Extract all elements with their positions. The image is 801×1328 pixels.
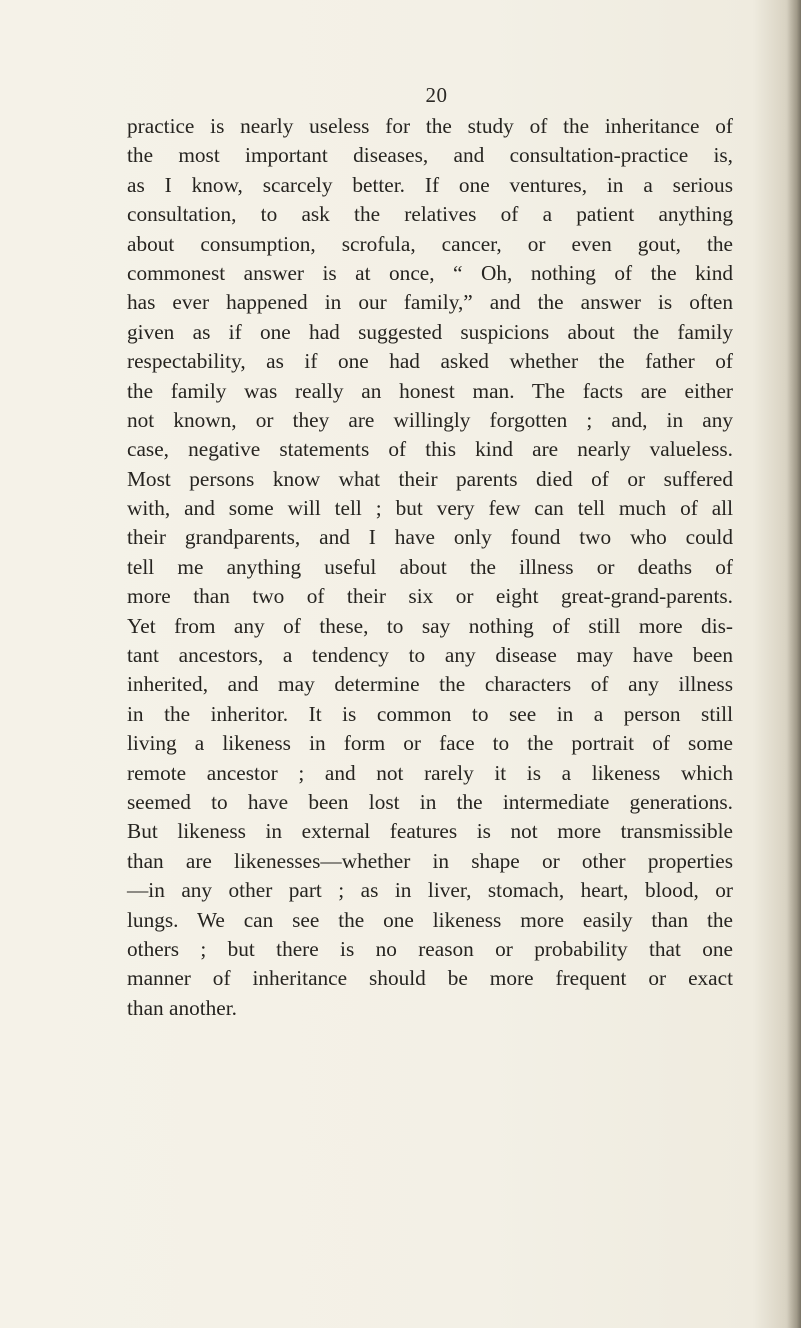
text-line: than are likenesses—whether in shape or other properties — [127, 848, 733, 873]
text-line: —in any other part ; as in liver, stomach, heart, blood, or — [127, 878, 733, 903]
text-line: practice is nearly useless for the study of the inheritance of — [127, 114, 733, 138]
text-line: case, negative statements of this kind are nearly valueless. — [127, 437, 733, 462]
text-line: lungs. We can see the one likeness more easily than the — [127, 907, 733, 932]
page-edge-shadow — [787, 0, 801, 1328]
text-line: others ; but there is no reason or probability that one — [127, 936, 733, 961]
text-line: the family was really an honest man. The facts are either — [127, 378, 733, 403]
text-line: remote ancestor ; and not rarely it is a likeness which — [127, 760, 733, 785]
text-line: tant ancestors, a tendency to any disease may have been — [127, 643, 733, 668]
text-line: not known, or they are willingly forgotten ; and, in any — [127, 407, 733, 432]
text-line: inherited, and may determine the characters of any illness — [127, 672, 733, 697]
text-line: than another. — [127, 995, 237, 1020]
text-line: as I know, scarcely better. If one ventures, in a serious — [127, 172, 733, 197]
text-line: in the inheritor. It is common to see in a person still — [127, 701, 733, 726]
body-paragraph — [127, 112, 733, 1023]
text-line: consultation, to ask the relatives of a patient anything — [127, 202, 733, 227]
text-line: manner of inheritance should be more frequent or exact — [127, 966, 733, 991]
text-line: has ever happened in our family,” and the answer is often — [127, 290, 733, 315]
text-line: tell me anything useful about the illness or deaths of — [127, 554, 733, 579]
text-line: the most important diseases, and consultation-practice is, — [127, 143, 733, 168]
text-line: Most persons know what their parents died of or suffered — [127, 466, 733, 491]
text-line: about consumption, scrofula, cancer, or even gout, the — [127, 231, 733, 256]
text-line: given as if one had suggested suspicions about the family — [127, 319, 733, 344]
page-number: 20 — [425, 83, 448, 107]
text-line: their grandparents, and I have only found two who could — [127, 525, 733, 550]
text-line: living a likeness in form or face to the portrait of some — [127, 731, 733, 756]
text-line: seemed to have been lost in the intermediate generations. — [127, 789, 733, 814]
text-line: commonest answer is at once, “ Oh, nothing of the kind — [127, 260, 733, 285]
text-line: more than two of their six or eight great-grand-parents. — [127, 584, 733, 609]
text-line: with, and some will tell ; but very few can tell much of all — [127, 496, 733, 521]
text-line: respectability, as if one had asked whether the father of — [127, 349, 733, 374]
text-line: But likeness in external features is not more transmissible — [127, 819, 733, 844]
text-line: Yet from any of these, to say nothing of still more dis- — [127, 613, 733, 638]
